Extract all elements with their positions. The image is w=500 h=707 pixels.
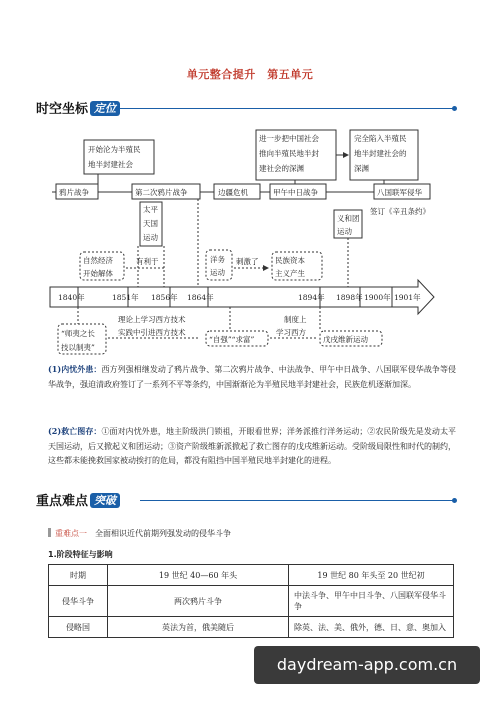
year-label: 1901年 bbox=[394, 293, 421, 302]
lower-box-text: 技以制夷” bbox=[61, 343, 95, 352]
paragraph-internal-external bbox=[48, 362, 456, 392]
year-label: 1900年 bbox=[364, 293, 391, 302]
highlight-bar-icon bbox=[48, 528, 51, 537]
section-badge: 定位 bbox=[90, 101, 120, 116]
lower-label: 学习西方 bbox=[276, 328, 306, 337]
table-row bbox=[49, 586, 454, 617]
taiping-text: 太平 bbox=[143, 205, 158, 214]
table-row bbox=[49, 565, 454, 586]
top-box-text: 开始沦为半殖民 bbox=[88, 145, 141, 154]
lower-box-text: “自强”“求富” bbox=[209, 335, 255, 344]
mid-label: 刺激了 bbox=[236, 257, 259, 266]
subheading: 1.阶段特征与影响 bbox=[48, 550, 113, 559]
table-cell: 侵华斗争 bbox=[49, 586, 108, 617]
taiping-text: 天国 bbox=[143, 219, 158, 228]
mid-box-text: 自然经济 bbox=[83, 256, 113, 265]
boxer-text: 义和团 bbox=[337, 214, 360, 223]
para-label: (2)救亡图存： bbox=[48, 426, 102, 436]
stage-table bbox=[48, 564, 454, 638]
war-label: 鸦片战争 bbox=[59, 188, 89, 197]
boxer-text: 运动 bbox=[337, 227, 352, 236]
war-label: 甲午中日战争 bbox=[273, 188, 318, 197]
table-cell: 时期 bbox=[49, 565, 108, 586]
mid-box-text: 民族资本 bbox=[275, 256, 305, 265]
year-label: 1894年 bbox=[298, 293, 325, 302]
section-divider bbox=[140, 500, 454, 501]
para-text: ①面对内忧外患，地主阶级洪门锁祖，开眼看世界；洋务派推行洋务运动；②农民阶级先是发动太平天国运动，后又掀起义和团运动；③资产阶级维新派掀起了救亡图存的戊戌维新运动。受阶级局限性和时代的制约，这些都未能挽救国家被动挨打的危局，都没有阻挡中国半殖民地半封建化的进程。 bbox=[48, 427, 457, 465]
top-box-text: 进一步把中国社会 bbox=[259, 134, 319, 143]
top-box-text: 完全陷入半殖民 bbox=[354, 134, 407, 143]
lower-label: 实践中引进西方技术 bbox=[118, 328, 186, 337]
highlight-text: 全面相识近代前期列强发动的侵华斗争 bbox=[95, 529, 231, 538]
section-title: 时空坐标 bbox=[36, 102, 89, 117]
table-cell: 除英、法、美、俄外，德、日、意、奥加入 bbox=[289, 617, 454, 638]
war-label: 边疆危机 bbox=[218, 188, 248, 197]
year-label: 1856年 bbox=[151, 293, 178, 302]
mid-label: 有利于 bbox=[136, 257, 159, 266]
top-box-text: 地半封建社会的 bbox=[354, 149, 407, 158]
year-label: 1898年 bbox=[336, 293, 363, 302]
year-label: 1851年 bbox=[112, 293, 139, 302]
para-label: (1)内忧外患： bbox=[48, 364, 102, 374]
lower-box-text: 戊戌维新运动 bbox=[323, 335, 368, 344]
top-box-text: 地半封建社会 bbox=[88, 160, 133, 169]
table-cell: 侵略国 bbox=[49, 617, 108, 638]
war-label: 八国联军侵华 bbox=[377, 188, 422, 197]
para-text: 西方列强相继发动了鸦片战争、第二次鸦片战争、中法战争、甲午中日战争、八国联军侵华战争等侵华战争，强迫清政府签订了一系列不平等条约，中国渐渐沦为半殖民地半封建社会，民族危机逐渐加深。 bbox=[48, 365, 457, 389]
highlight-line bbox=[48, 528, 231, 539]
mid-box-text: 运动 bbox=[210, 268, 225, 277]
top-box-text: 推向半殖民地半封 bbox=[259, 149, 319, 158]
taiping-text: 运动 bbox=[143, 233, 158, 242]
section-header-key-points bbox=[36, 490, 120, 509]
table-cell: 中法斗争、甲午中日斗争、八国联军侵华斗争 bbox=[289, 586, 454, 617]
year-label: 1864年 bbox=[187, 293, 214, 302]
watermark: daydream-app.com.cn bbox=[254, 646, 480, 684]
table-row bbox=[49, 617, 454, 638]
year-label: 1840年 bbox=[58, 293, 85, 302]
mid-box-text: 开始解体 bbox=[83, 269, 113, 278]
table-cell: 英法为首，俄美随后 bbox=[108, 617, 289, 638]
lower-label: 理论上学习西方技术 bbox=[118, 315, 186, 324]
page-title: 单元整合提升 第五单元 bbox=[186, 68, 314, 81]
section-badge: 突破 bbox=[90, 493, 120, 508]
highlight-tag: 重难点一 bbox=[55, 529, 87, 538]
table-cell: 19 世纪 80 年头至 20 世纪初 bbox=[289, 565, 454, 586]
lower-label: 制度上 bbox=[284, 315, 307, 324]
paragraph-salvation bbox=[48, 424, 456, 469]
treaty-label: 签订《辛丑条约》 bbox=[370, 207, 430, 216]
mid-box-text: 主义产生 bbox=[275, 269, 305, 278]
top-box-text: 建社会的深渊 bbox=[259, 164, 304, 173]
mid-box-text: 洋务 bbox=[210, 255, 225, 264]
section-title: 重点难点 bbox=[36, 494, 89, 509]
table-cell: 两次鸦片斗争 bbox=[108, 586, 289, 617]
top-box-text: 深渊 bbox=[354, 164, 369, 173]
war-label: 第二次鸦片战争 bbox=[135, 188, 188, 197]
lower-box-text: “师夷之长 bbox=[61, 329, 95, 338]
table-cell: 19 世纪 40—60 年头 bbox=[108, 565, 289, 586]
